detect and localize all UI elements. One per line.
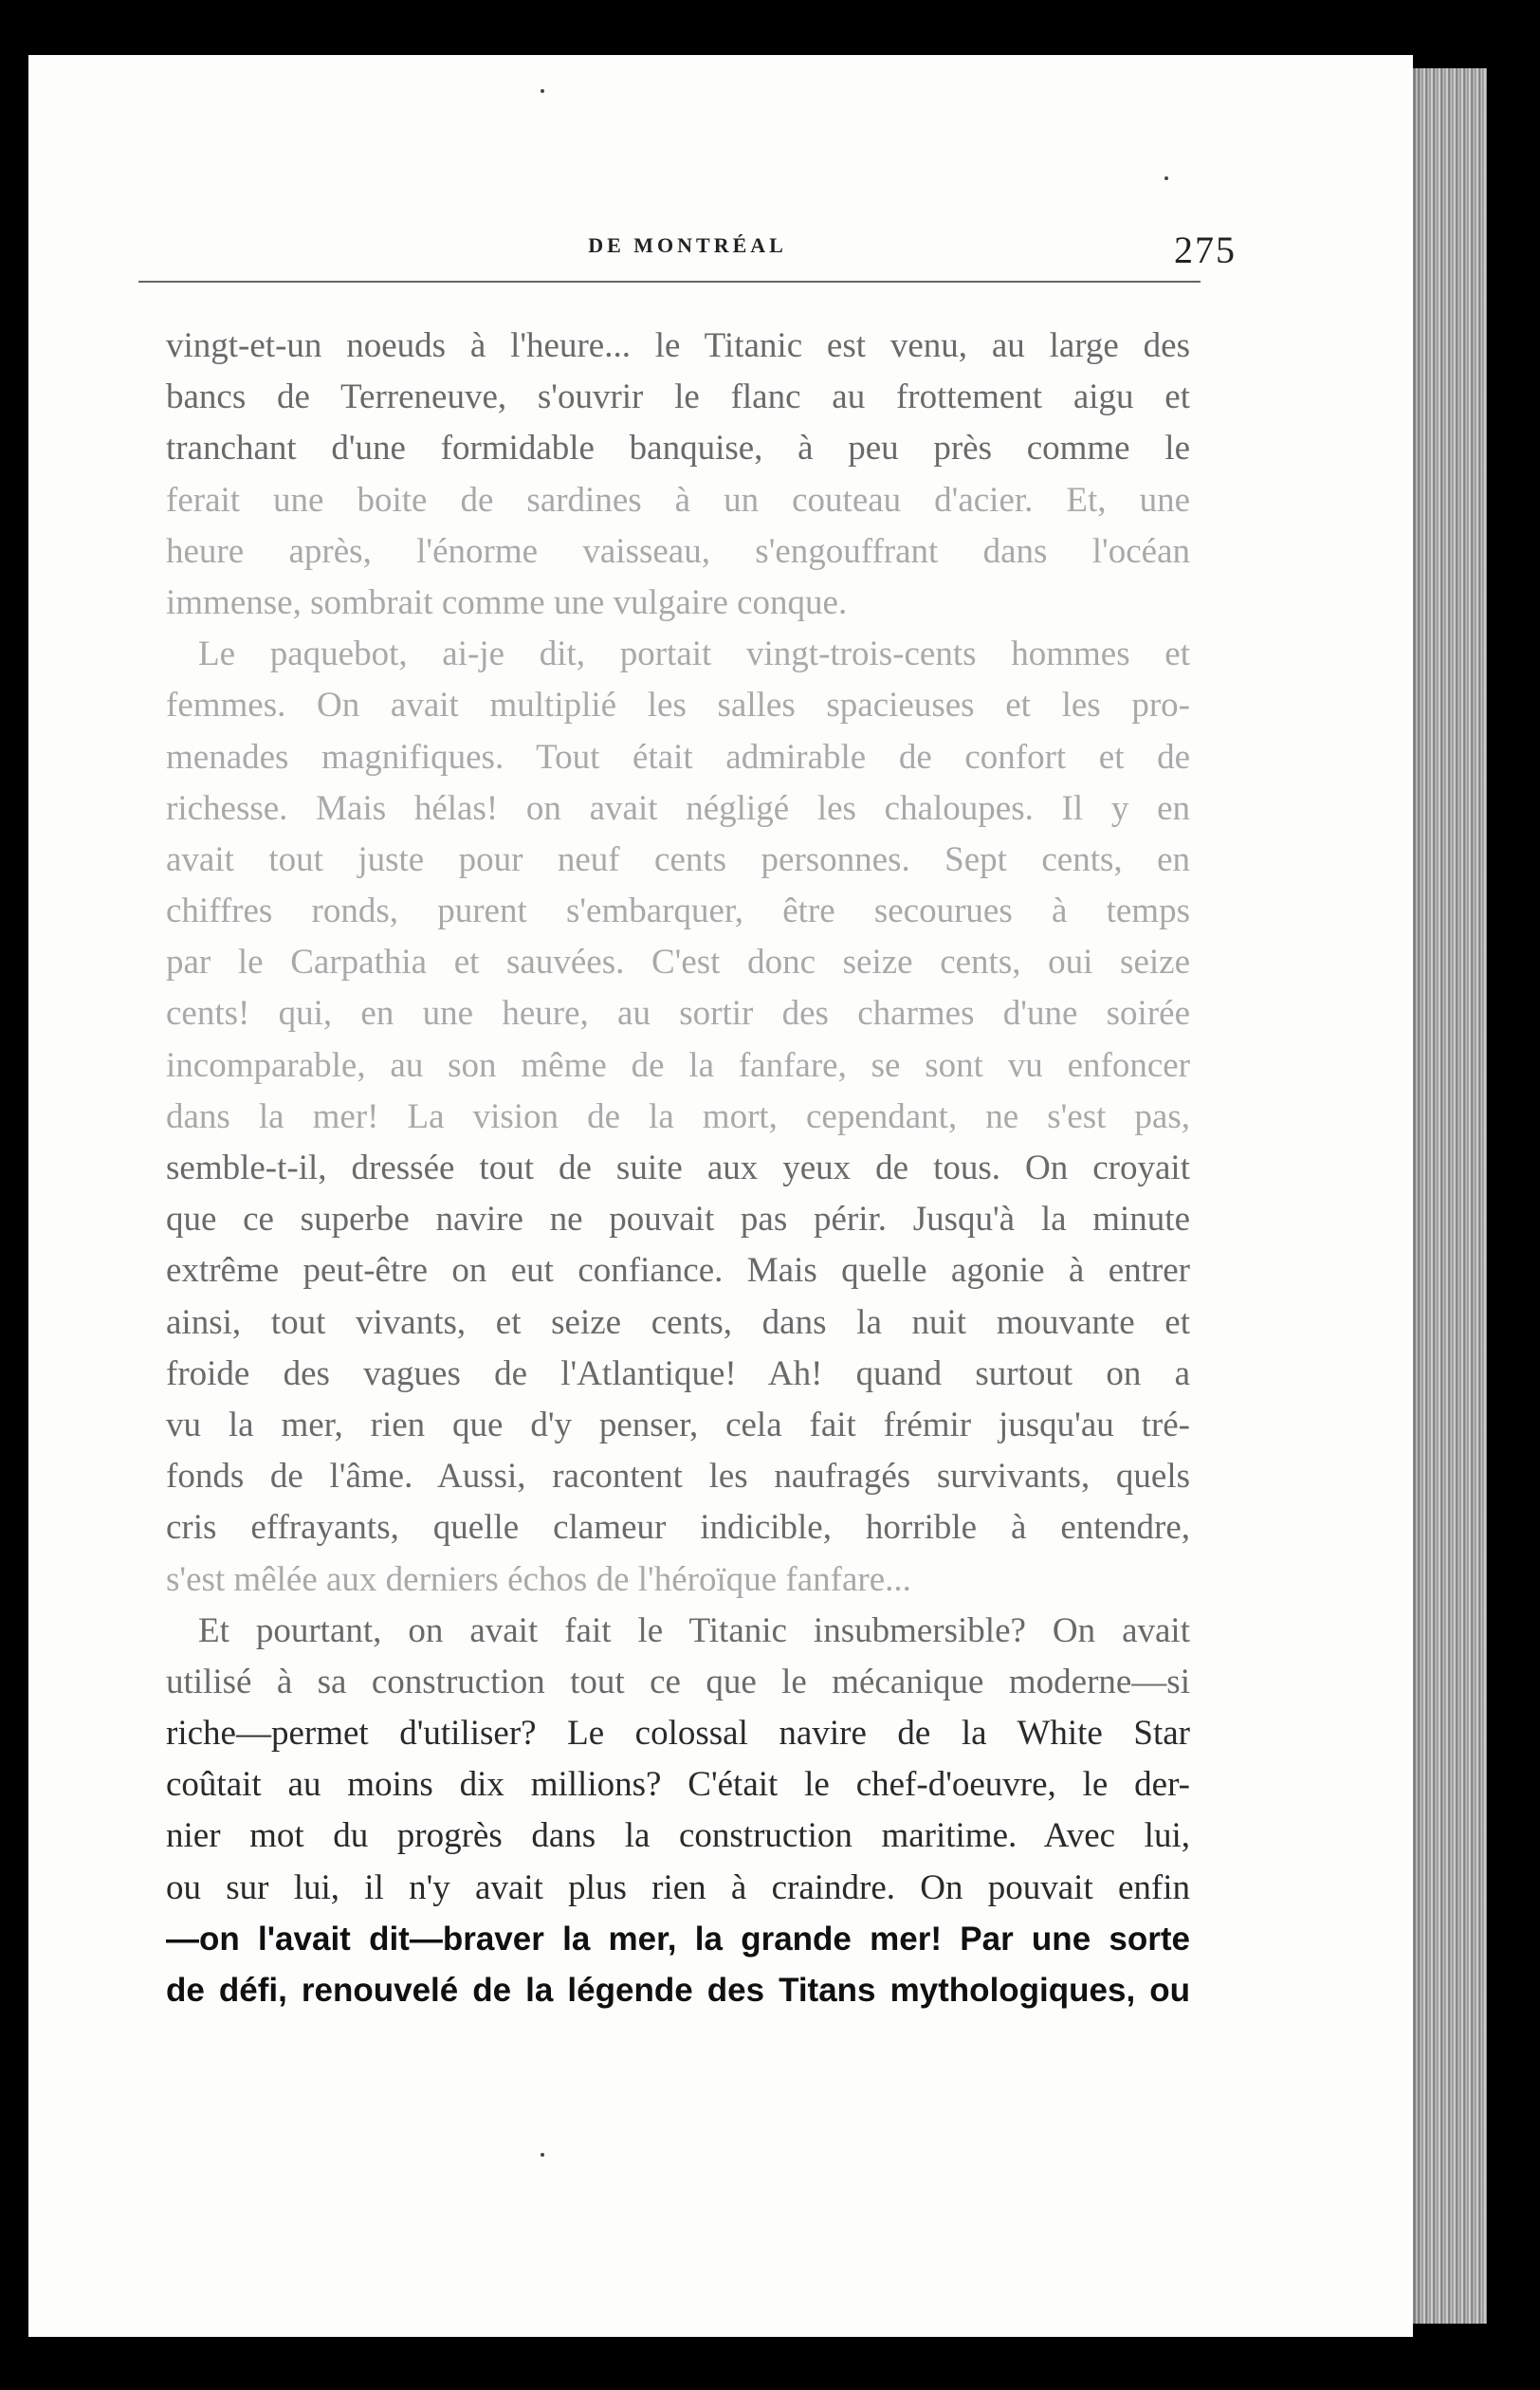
text-line: que ce superbe navire ne pouvait pas périr. Jusqu'à la minute <box>166 1200 1190 1240</box>
text-line: dans la mer! La vision de la mort, cependant, ne s'est pas, <box>166 1096 1190 1136</box>
text-line: menades magnifiques. Tout était admirable de confort et de <box>166 737 1190 777</box>
text-line: Et pourtant, on avait fait le Titanic insubmersible? On avait <box>198 1610 1190 1650</box>
page-number: 275 <box>1174 229 1237 271</box>
text-line: par le Carpathia et sauvées. C'est donc seize cents, oui seize <box>166 943 1190 983</box>
text-line: coûtait au moins dix millions? C'était le chef-d'oeuvre, le der- <box>166 1765 1190 1805</box>
text-line: Le paquebot, ai-je dit, portait vingt-trois-cents hommes et <box>198 634 1190 674</box>
header-rule <box>138 281 1201 283</box>
text-line: cents! qui, en une heure, au sortir des charmes d'une soirée <box>166 994 1190 1034</box>
text-line: vu la mer, rien que d'y penser, cela fait frémir jusqu'au tré- <box>166 1405 1190 1444</box>
text-line: de défi, renouvelé de la légende des Titans mythologiques, ou <box>166 1972 1190 2009</box>
text-line: avait tout juste pour neuf cents personnes. Sept cents, en <box>166 839 1190 879</box>
text-line: bancs de Terreneuve, s'ouvrir le flanc au frottement aigu et <box>166 377 1190 417</box>
text-line: ferait une boite de sardines à un couteau d'acier. Et, une <box>166 480 1190 520</box>
text-line: —on l'avait dit—braver la mer, la grande mer! Par une sorte <box>166 1920 1190 1958</box>
text-line: riche—permet d'utiliser? Le colossal navire de la White Star <box>166 1714 1190 1754</box>
text-line: utilisé à sa construction tout ce que le mécanique moderne—si <box>166 1662 1190 1701</box>
text-line: semble-t-il, dressée tout de suite aux yeux de tous. On croyait <box>166 1149 1190 1187</box>
print-speck <box>541 2153 544 2157</box>
print-speck <box>541 89 544 93</box>
text-line: extrême peut-être on eut confiance. Mais quelle agonie à entrer <box>166 1251 1190 1291</box>
text-line: chiffres ronds, purent s'embarquer, être secourues à temps <box>166 892 1190 931</box>
body-text <box>166 321 1190 2016</box>
text-line: froide des vagues de l'Atlantique! Ah! quand surtout on a <box>166 1353 1190 1393</box>
text-line: ou sur lui, il n'y avait plus rien à craindre. On pouvait enfin <box>166 1867 1190 1907</box>
text-line: nier mot du progrès dans la construction maritime. Avec lui, <box>166 1816 1190 1856</box>
page-edges <box>1413 68 1487 2324</box>
text-line: femmes. On avait multiplié les salles spacieuses et les pro- <box>166 686 1190 726</box>
text-line: vingt-et-un noeuds à l'heure... le Titanic est venu, au large des <box>166 326 1190 365</box>
running-head <box>142 229 1237 275</box>
text-line: incomparable, au son même de la fanfare, se sont vu enfoncer <box>166 1045 1190 1085</box>
text-line: tranchant d'une formidable banquise, à peu près comme le <box>166 429 1190 469</box>
text-line: ainsi, tout vivants, et seize cents, dans la nuit mouvante et <box>166 1302 1190 1342</box>
text-line: heure après, l'énorme vaisseau, s'engouffrant dans l'océan <box>166 531 1190 571</box>
text-line: cris effrayants, quelle clameur indicible, horrible à entendre, <box>166 1508 1190 1548</box>
text-line: richesse. Mais hélas! on avait négligé les chaloupes. Il y en <box>166 788 1190 828</box>
running-head-title: DE MONTRÉAL <box>588 233 787 257</box>
text-line: s'est mêlée aux derniers échos de l'héroïque fanfare... <box>166 1559 911 1599</box>
print-speck <box>1164 176 1168 180</box>
text-line: fonds de l'âme. Aussi, racontent les naufragés survivants, quels <box>166 1457 1190 1497</box>
book-page <box>28 55 1413 2337</box>
text-line: immense, sombrait comme une vulgaire conque. <box>166 582 848 622</box>
